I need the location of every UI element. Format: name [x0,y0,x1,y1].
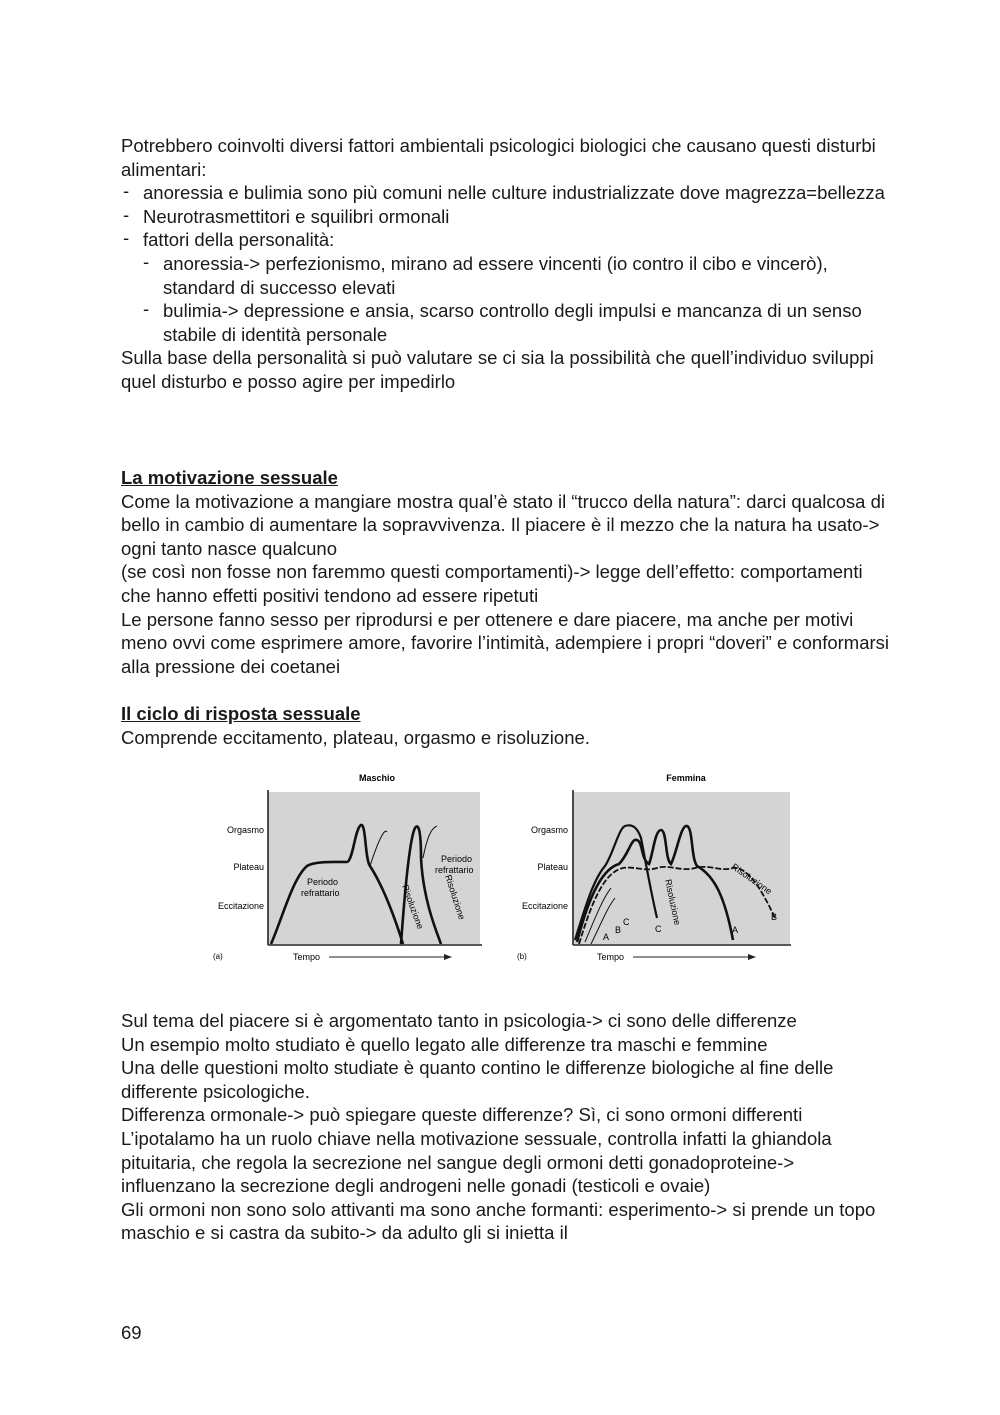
section-sexual-motivation [121,466,891,678]
curve-label: A [732,925,739,935]
body-paragraph: Una delle questioni molto studiate è quanto contino le differenze biologiche al fine delle differente psicologiche. [121,1057,834,1102]
list-item-text: anoressia e bulimia sono più comuni nelle culture industrializzate dove magrezza=bellezza [143,182,885,204]
response-cycle-figure [205,768,795,968]
bullet-dash: - [123,180,130,202]
eating-disorders-block [121,134,891,394]
list-item [121,228,891,252]
section-heading: Il ciclo di risposta sessuale [121,703,361,724]
sub-list-item [121,252,891,299]
x-label-time: Tempo [293,952,321,962]
list-item-text: Neurotrasmettitori e squilibri ormonali [143,205,450,227]
bullet-dash: - [143,250,150,272]
list-item [121,205,891,229]
figure-svg [205,768,795,968]
y-label-orgasm: Orgasmo [530,825,568,835]
annotation-refractory-label: Periodo [441,854,473,864]
body-paragraph: Gli ormoni non sono solo attivanti ma sono anche formanti: esperimento-> si prende un topo maschio e si castra da subito-> da adulto gli si inietta il [121,1198,876,1244]
y-label-orgasm: Orgasmo [226,825,264,835]
y-label-plateau: Plateau [233,862,264,872]
curve-label: A [603,932,610,942]
panel-male [213,773,482,962]
panel-letter: (a) [213,952,223,961]
intro-paragraph: Potrebbero coinvolti diversi fattori ambientali psicologici biologici che causano questi disturbi alimentari: [121,135,876,180]
conclusion-paragraph: Sulla base della personalità si può valutare se ci sia la possibilità che quell’individuo sviluppi quel disturbo e posso agire per impedirlo [121,347,874,392]
list-item [121,181,891,205]
curve-label: C [623,917,630,927]
sub-list-item-text: anoressia-> perfezionismo, mirano ad essere vincenti (io contro il cibo e vincerò), standard di successo elevati [163,252,828,298]
body-paragraph: Come la motivazione a mangiare mostra qual’è stato il “trucco della natura”: darci qualcosa di bello in cambio di aumentare la sopravvivenza. Il piacere è il mezzo che la natura ha usato-> ogni tanto nasce qualcuno [121,490,886,559]
annotation-resolution-label: Risoluzione [443,873,467,921]
annotation-resolution-label: Risoluzione [729,861,774,897]
body-paragraph: Un esempio molto studiato è quello legato alle differenze tra maschi e femmine [121,1033,768,1055]
annotation-refractory-label: refrattario [301,888,340,898]
body-paragraph: Sul tema del piacere si è argomentato tanto in psicologia-> ci sono delle differenze [121,1010,797,1031]
bullet-dash: - [143,298,150,320]
body-paragraph: Comprende eccitamento, plateau, orgasmo e risoluzione. [121,726,590,748]
annotation-refractory-label: Periodo [307,877,339,887]
panel-title: Femmina [666,773,706,783]
curve-label: C [655,924,662,934]
differences-block [121,1009,891,1245]
curve-label: B [771,912,778,922]
annotation-refractory-label: refrattario [435,865,474,875]
sub-list-item-text: bulimia-> depressione e ansia, scarso controllo degli impulsi e mancanza di un senso stabile di identità personale [163,300,862,345]
sub-list-item [121,299,891,346]
curve-label: B [615,925,622,935]
section-heading: La motivazione sessuale [121,467,338,488]
page-number: 69 [121,1322,142,1343]
panel-female [517,773,791,962]
panel-letter: (b) [517,952,527,961]
annotation-resolution-label: Risoluzione [400,883,426,931]
x-label-time: Tempo [597,952,625,962]
body-paragraph: (se così non fosse non faremmo questi comportamenti)-> legge dell’effetto: comportamenti che hanno effetti positivi tendono ad essere ripetuti [121,561,863,606]
y-label-excitement: Eccitazione [217,901,264,911]
body-paragraph: L’ipotalamo ha un ruolo chiave nella motivazione sessuale, controlla infatti la ghiandola pituitaria, che regola la secrezione nel sangue degli ormoni detti gonadoproteine-> influenzano la secrezione degli androgeni nelle gonadi (testicoli e ovaie) [121,1127,832,1197]
y-label-excitement: Eccitazione [521,901,568,911]
annotation-resolution-label: Risoluzione [663,878,683,926]
list-item-text: fattori della personalità: [143,229,335,251]
body-paragraph: Le persone fanno sesso per riprodursi e per ottenere e dare piacere, ma anche per motivi meno ovvi come esprimere amore, favorire l’intimità, adempiere i propri “doveri” e conformarsi alla pressione dei coetanei [121,608,890,677]
panel-title: Maschio [358,773,396,783]
bullet-dash: - [123,227,130,249]
bullet-dash: - [123,203,130,225]
section-response-cycle [121,702,891,749]
y-label-plateau: Plateau [537,862,568,872]
body-paragraph: Differenza ormonale-> può spiegare queste differenze? Sì, ci sono ormoni differenti [121,1104,803,1126]
